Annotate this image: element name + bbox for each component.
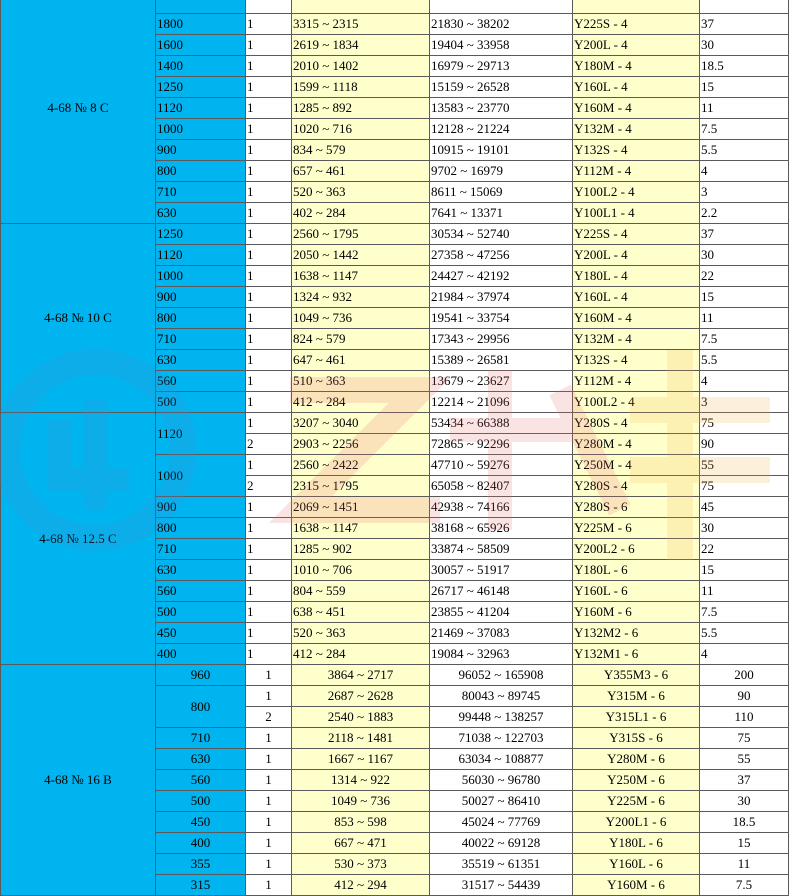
pressure-cell: 33874 ~ 58509 — [430, 539, 573, 560]
flow-cell: 412 ~ 284 — [292, 392, 430, 413]
speed-cell: 1000 — [156, 119, 246, 140]
flow-cell: 2619 ~ 1834 — [292, 35, 430, 56]
stage-cell: 1 — [246, 770, 292, 791]
stage-cell: 1 — [246, 140, 292, 161]
speed-cell: 1250 — [156, 77, 246, 98]
pressure-cell: 80043 ~ 89745 — [430, 686, 573, 707]
fan-model-cell: 4-68 № 12.5 C — [1, 413, 156, 665]
flow-cell: 638 ~ 451 — [292, 602, 430, 623]
pressure-cell: 21830 ~ 38202 — [430, 14, 573, 35]
motor-cell — [573, 0, 700, 14]
flow-cell: 520 ~ 363 — [292, 623, 430, 644]
pressure-cell: 12128 ~ 21224 — [430, 119, 573, 140]
pressure-cell: 21984 ~ 37974 — [430, 287, 573, 308]
motor-cell: Y112M - 4 — [573, 161, 700, 182]
power-cell: 7.5 — [700, 329, 789, 350]
stage-cell: 1 — [246, 560, 292, 581]
speed-cell: 500 — [156, 791, 246, 812]
motor-cell: Y200L1 - 6 — [573, 812, 700, 833]
motor-cell: Y132S - 4 — [573, 350, 700, 371]
power-cell: 5.5 — [700, 140, 789, 161]
pressure-cell: 16979 ~ 29713 — [430, 56, 573, 77]
speed-cell: 960 — [156, 665, 246, 686]
motor-cell: Y280S - 4 — [573, 413, 700, 434]
flow-cell: 647 ~ 461 — [292, 350, 430, 371]
fan-model-cell: 4-68 № 10 C — [1, 224, 156, 413]
flow-cell: 2050 ~ 1442 — [292, 245, 430, 266]
pressure-cell: 19541 ~ 33754 — [430, 308, 573, 329]
pressure-cell: 30057 ~ 51917 — [430, 560, 573, 581]
speed-cell: 1120 — [156, 413, 246, 455]
pressure-cell: 65058 ~ 82407 — [430, 476, 573, 497]
power-cell: 5.5 — [700, 623, 789, 644]
power-cell: 37 — [700, 14, 789, 35]
flow-cell: 1638 ~ 1147 — [292, 518, 430, 539]
stage-cell: 1 — [246, 392, 292, 413]
power-cell: 37 — [700, 224, 789, 245]
speed-cell: 560 — [156, 581, 246, 602]
stage-cell: 1 — [246, 686, 292, 707]
flow-cell: 2118 ~ 1481 — [292, 728, 430, 749]
stage-cell: 1 — [246, 56, 292, 77]
stage-cell: 1 — [246, 539, 292, 560]
power-cell: 55 — [700, 749, 789, 770]
speed-cell: 710 — [156, 329, 246, 350]
pressure-cell: 96052 ~ 165908 — [430, 665, 573, 686]
flow-cell: 402 ~ 284 — [292, 203, 430, 224]
stage-cell: 1 — [246, 77, 292, 98]
speed-cell: 1120 — [156, 245, 246, 266]
speed-cell — [156, 0, 246, 14]
flow-cell: 2560 ~ 1795 — [292, 224, 430, 245]
motor-cell: Y160L - 6 — [573, 854, 700, 875]
power-cell: 3 — [700, 182, 789, 203]
motor-cell: Y180L - 6 — [573, 560, 700, 581]
stage-cell: 1 — [246, 203, 292, 224]
pressure-cell: 19404 ~ 33958 — [430, 35, 573, 56]
flow-cell: 520 ~ 363 — [292, 182, 430, 203]
pressure-cell: 23855 ~ 41204 — [430, 602, 573, 623]
stage-cell: 1 — [246, 245, 292, 266]
flow-cell: 2069 ~ 1451 — [292, 497, 430, 518]
flow-cell: 1599 ~ 1118 — [292, 77, 430, 98]
motor-cell: Y180L - 4 — [573, 266, 700, 287]
flow-cell: 3315 ~ 2315 — [292, 14, 430, 35]
speed-cell: 900 — [156, 497, 246, 518]
speed-cell: 1600 — [156, 35, 246, 56]
motor-cell: Y132M1 - 6 — [573, 644, 700, 665]
pressure-cell: 26717 ~ 46148 — [430, 581, 573, 602]
pressure-cell: 21469 ~ 37083 — [430, 623, 573, 644]
stage-cell: 1 — [246, 497, 292, 518]
power-cell: 15 — [700, 287, 789, 308]
speed-cell: 630 — [156, 203, 246, 224]
speed-cell: 1800 — [156, 14, 246, 35]
stage-cell: 1 — [246, 413, 292, 434]
power-cell: 15 — [700, 560, 789, 581]
power-cell: 11 — [700, 854, 789, 875]
speed-cell: 450 — [156, 623, 246, 644]
motor-cell: Y160M - 4 — [573, 98, 700, 119]
table-row — [1, 0, 789, 14]
speed-cell: 560 — [156, 371, 246, 392]
power-cell: 18.5 — [700, 56, 789, 77]
table-row — [1, 413, 789, 434]
motor-cell: Y225S - 4 — [573, 14, 700, 35]
power-cell: 4 — [700, 371, 789, 392]
power-cell: 2.2 — [700, 203, 789, 224]
stage-cell: 1 — [246, 854, 292, 875]
stage-cell: 1 — [246, 35, 292, 56]
motor-cell: Y180M - 4 — [573, 56, 700, 77]
pressure-cell: 63034 ~ 108877 — [430, 749, 573, 770]
stage-cell: 1 — [246, 644, 292, 665]
fan-model-cell: 4-68 № 8 C — [1, 0, 156, 224]
power-cell: 7.5 — [700, 875, 789, 896]
pressure-cell: 13679 ~ 23627 — [430, 371, 573, 392]
stage-cell: 1 — [246, 602, 292, 623]
motor-cell: Y160L - 4 — [573, 287, 700, 308]
power-cell: 22 — [700, 539, 789, 560]
speed-cell: 710 — [156, 728, 246, 749]
pressure-cell: 72865 ~ 92296 — [430, 434, 573, 455]
power-cell — [700, 0, 789, 14]
motor-cell: Y132M - 4 — [573, 329, 700, 350]
speed-cell: 900 — [156, 287, 246, 308]
flow-cell: 1020 ~ 716 — [292, 119, 430, 140]
flow-cell: 1049 ~ 736 — [292, 308, 430, 329]
motor-cell: Y225M - 6 — [573, 791, 700, 812]
power-cell: 75 — [700, 413, 789, 434]
motor-cell: Y280S - 6 — [573, 497, 700, 518]
pressure-cell: 56030 ~ 96780 — [430, 770, 573, 791]
power-cell: 5.5 — [700, 350, 789, 371]
pressure-cell: 7641 ~ 13371 — [430, 203, 573, 224]
power-cell: 30 — [700, 35, 789, 56]
power-cell: 4 — [700, 644, 789, 665]
motor-cell: Y100L2 - 4 — [573, 182, 700, 203]
motor-cell: Y225S - 4 — [573, 224, 700, 245]
stage-cell: 1 — [246, 623, 292, 644]
motor-cell: Y280M - 6 — [573, 749, 700, 770]
pressure-cell: 99448 ~ 138257 — [430, 707, 573, 728]
flow-cell: 3207 ~ 3040 — [292, 413, 430, 434]
motor-cell: Y200L - 4 — [573, 35, 700, 56]
speed-cell: 450 — [156, 812, 246, 833]
stage-cell: 1 — [246, 791, 292, 812]
pressure-cell: 19084 ~ 32963 — [430, 644, 573, 665]
pressure-cell: 35519 ~ 61351 — [430, 854, 573, 875]
stage-cell: 1 — [246, 581, 292, 602]
motor-cell: Y315S - 6 — [573, 728, 700, 749]
speed-cell: 400 — [156, 833, 246, 854]
speed-cell: 1400 — [156, 56, 246, 77]
stage-cell: 1 — [246, 14, 292, 35]
pressure-cell: 53434 ~ 66388 — [430, 413, 573, 434]
stage-cell: 1 — [246, 182, 292, 203]
speed-cell: 1120 — [156, 98, 246, 119]
pressure-cell: 38168 ~ 65926 — [430, 518, 573, 539]
motor-cell: Y250M - 4 — [573, 455, 700, 476]
stage-cell: 1 — [246, 224, 292, 245]
speed-cell: 400 — [156, 644, 246, 665]
speed-cell: 710 — [156, 182, 246, 203]
stage-cell: 1 — [246, 98, 292, 119]
power-cell: 15 — [700, 833, 789, 854]
motor-cell: Y132S - 4 — [573, 140, 700, 161]
flow-cell: 1049 ~ 736 — [292, 791, 430, 812]
flow-cell: 2540 ~ 1883 — [292, 707, 430, 728]
pressure-cell — [430, 0, 573, 14]
motor-cell: Y160L - 6 — [573, 581, 700, 602]
pressure-cell: 71038 ~ 122703 — [430, 728, 573, 749]
motor-cell: Y250M - 6 — [573, 770, 700, 791]
motor-cell: Y132M2 - 6 — [573, 623, 700, 644]
power-cell: 22 — [700, 266, 789, 287]
speed-cell: 710 — [156, 539, 246, 560]
speed-cell: 900 — [156, 140, 246, 161]
power-cell: 7.5 — [700, 602, 789, 623]
pressure-cell: 31517 ~ 54439 — [430, 875, 573, 896]
speed-cell: 560 — [156, 770, 246, 791]
pressure-cell: 30534 ~ 52740 — [430, 224, 573, 245]
speed-cell: 500 — [156, 602, 246, 623]
flow-cell: 3864 ~ 2717 — [292, 665, 430, 686]
stage-cell — [246, 0, 292, 14]
speed-cell: 1000 — [156, 455, 246, 497]
motor-cell: Y355M3 - 6 — [573, 665, 700, 686]
stage-cell: 2 — [246, 707, 292, 728]
flow-cell: 412 ~ 294 — [292, 875, 430, 896]
speed-cell: 630 — [156, 560, 246, 581]
table-row — [1, 224, 789, 245]
flow-cell — [292, 0, 430, 14]
pressure-cell: 40022 ~ 69128 — [430, 833, 573, 854]
power-cell: 15 — [700, 77, 789, 98]
speed-cell: 630 — [156, 350, 246, 371]
flow-cell: 1285 ~ 892 — [292, 98, 430, 119]
power-cell: 11 — [700, 98, 789, 119]
stage-cell: 1 — [246, 875, 292, 896]
flow-cell: 2315 ~ 1795 — [292, 476, 430, 497]
stage-cell: 1 — [246, 350, 292, 371]
flow-cell: 2903 ~ 2256 — [292, 434, 430, 455]
power-cell: 11 — [700, 581, 789, 602]
pressure-cell: 8611 ~ 15069 — [430, 182, 573, 203]
flow-cell: 1010 ~ 706 — [292, 560, 430, 581]
flow-cell: 824 ~ 579 — [292, 329, 430, 350]
motor-cell: Y160M - 6 — [573, 602, 700, 623]
speed-cell: 1250 — [156, 224, 246, 245]
pressure-cell: 42938 ~ 74166 — [430, 497, 573, 518]
power-cell: 55 — [700, 455, 789, 476]
flow-cell: 853 ~ 598 — [292, 812, 430, 833]
pressure-cell: 15389 ~ 26581 — [430, 350, 573, 371]
pressure-cell: 27358 ~ 47256 — [430, 245, 573, 266]
power-cell: 37 — [700, 770, 789, 791]
motor-cell: Y225M - 6 — [573, 518, 700, 539]
flow-cell: 1285 ~ 902 — [292, 539, 430, 560]
stage-cell: 1 — [246, 833, 292, 854]
pressure-cell: 45024 ~ 77769 — [430, 812, 573, 833]
power-cell: 3 — [700, 392, 789, 413]
fan-model-cell: 4-68 № 16 B — [1, 665, 156, 896]
power-cell: 200 — [700, 665, 789, 686]
speed-cell: 630 — [156, 749, 246, 770]
power-cell: 75 — [700, 728, 789, 749]
table-row — [1, 665, 789, 686]
flow-cell: 412 ~ 284 — [292, 644, 430, 665]
stage-cell: 1 — [246, 812, 292, 833]
power-cell: 30 — [700, 791, 789, 812]
pressure-cell: 13583 ~ 23770 — [430, 98, 573, 119]
pressure-cell: 50027 ~ 86410 — [430, 791, 573, 812]
pressure-cell: 17343 ~ 29956 — [430, 329, 573, 350]
stage-cell: 2 — [246, 434, 292, 455]
pressure-cell: 24427 ~ 42192 — [430, 266, 573, 287]
flow-cell: 530 ~ 373 — [292, 854, 430, 875]
motor-cell: Y112M - 4 — [573, 371, 700, 392]
motor-cell: Y200L2 - 6 — [573, 539, 700, 560]
motor-cell: Y315M - 6 — [573, 686, 700, 707]
motor-cell: Y132M - 4 — [573, 119, 700, 140]
power-cell: 75 — [700, 476, 789, 497]
flow-cell: 657 ~ 461 — [292, 161, 430, 182]
motor-cell: Y160M - 6 — [573, 875, 700, 896]
motor-cell: Y100L2 - 4 — [573, 392, 700, 413]
motor-cell: Y160L - 4 — [573, 77, 700, 98]
flow-cell: 2560 ~ 2422 — [292, 455, 430, 476]
speed-cell: 800 — [156, 686, 246, 728]
stage-cell: 1 — [246, 287, 292, 308]
flow-cell: 510 ~ 363 — [292, 371, 430, 392]
power-cell: 30 — [700, 518, 789, 539]
motor-cell: Y160M - 4 — [573, 308, 700, 329]
stage-cell: 1 — [246, 329, 292, 350]
power-cell: 18.5 — [700, 812, 789, 833]
speed-cell: 355 — [156, 854, 246, 875]
motor-cell: Y280S - 4 — [573, 476, 700, 497]
speed-cell: 800 — [156, 161, 246, 182]
motor-cell: Y200L - 4 — [573, 245, 700, 266]
pressure-cell: 12214 ~ 21096 — [430, 392, 573, 413]
pressure-cell: 15159 ~ 26528 — [430, 77, 573, 98]
speed-cell: 315 — [156, 875, 246, 896]
stage-cell: 1 — [246, 371, 292, 392]
stage-cell: 1 — [246, 665, 292, 686]
flow-cell: 804 ~ 559 — [292, 581, 430, 602]
motor-cell: Y100L1 - 4 — [573, 203, 700, 224]
flow-cell: 1314 ~ 922 — [292, 770, 430, 791]
power-cell: 90 — [700, 686, 789, 707]
flow-cell: 1324 ~ 932 — [292, 287, 430, 308]
power-cell: 7.5 — [700, 119, 789, 140]
stage-cell: 1 — [246, 266, 292, 287]
flow-cell: 1638 ~ 1147 — [292, 266, 430, 287]
motor-cell: Y180L - 6 — [573, 833, 700, 854]
power-cell: 11 — [700, 308, 789, 329]
stage-cell: 1 — [246, 728, 292, 749]
flow-cell: 834 ~ 579 — [292, 140, 430, 161]
power-cell: 4 — [700, 161, 789, 182]
speed-cell: 500 — [156, 392, 246, 413]
flow-cell: 2687 ~ 2628 — [292, 686, 430, 707]
speed-cell: 800 — [156, 308, 246, 329]
flow-cell: 2010 ~ 1402 — [292, 56, 430, 77]
stage-cell: 2 — [246, 476, 292, 497]
speed-cell: 800 — [156, 518, 246, 539]
pressure-cell: 9702 ~ 16979 — [430, 161, 573, 182]
power-cell: 110 — [700, 707, 789, 728]
motor-cell: Y280M - 4 — [573, 434, 700, 455]
flow-cell: 667 ~ 471 — [292, 833, 430, 854]
spec-table-body — [1, 0, 789, 896]
speed-cell: 1000 — [156, 266, 246, 287]
power-cell: 45 — [700, 497, 789, 518]
stage-cell: 1 — [246, 161, 292, 182]
motor-cell: Y315L1 - 6 — [573, 707, 700, 728]
power-cell: 90 — [700, 434, 789, 455]
power-cell: 30 — [700, 245, 789, 266]
stage-cell: 1 — [246, 119, 292, 140]
stage-cell: 1 — [246, 455, 292, 476]
flow-cell: 1667 ~ 1167 — [292, 749, 430, 770]
stage-cell: 1 — [246, 518, 292, 539]
pressure-cell: 10915 ~ 19101 — [430, 140, 573, 161]
stage-cell: 1 — [246, 308, 292, 329]
stage-cell: 1 — [246, 749, 292, 770]
pressure-cell: 47710 ~ 59276 — [430, 455, 573, 476]
